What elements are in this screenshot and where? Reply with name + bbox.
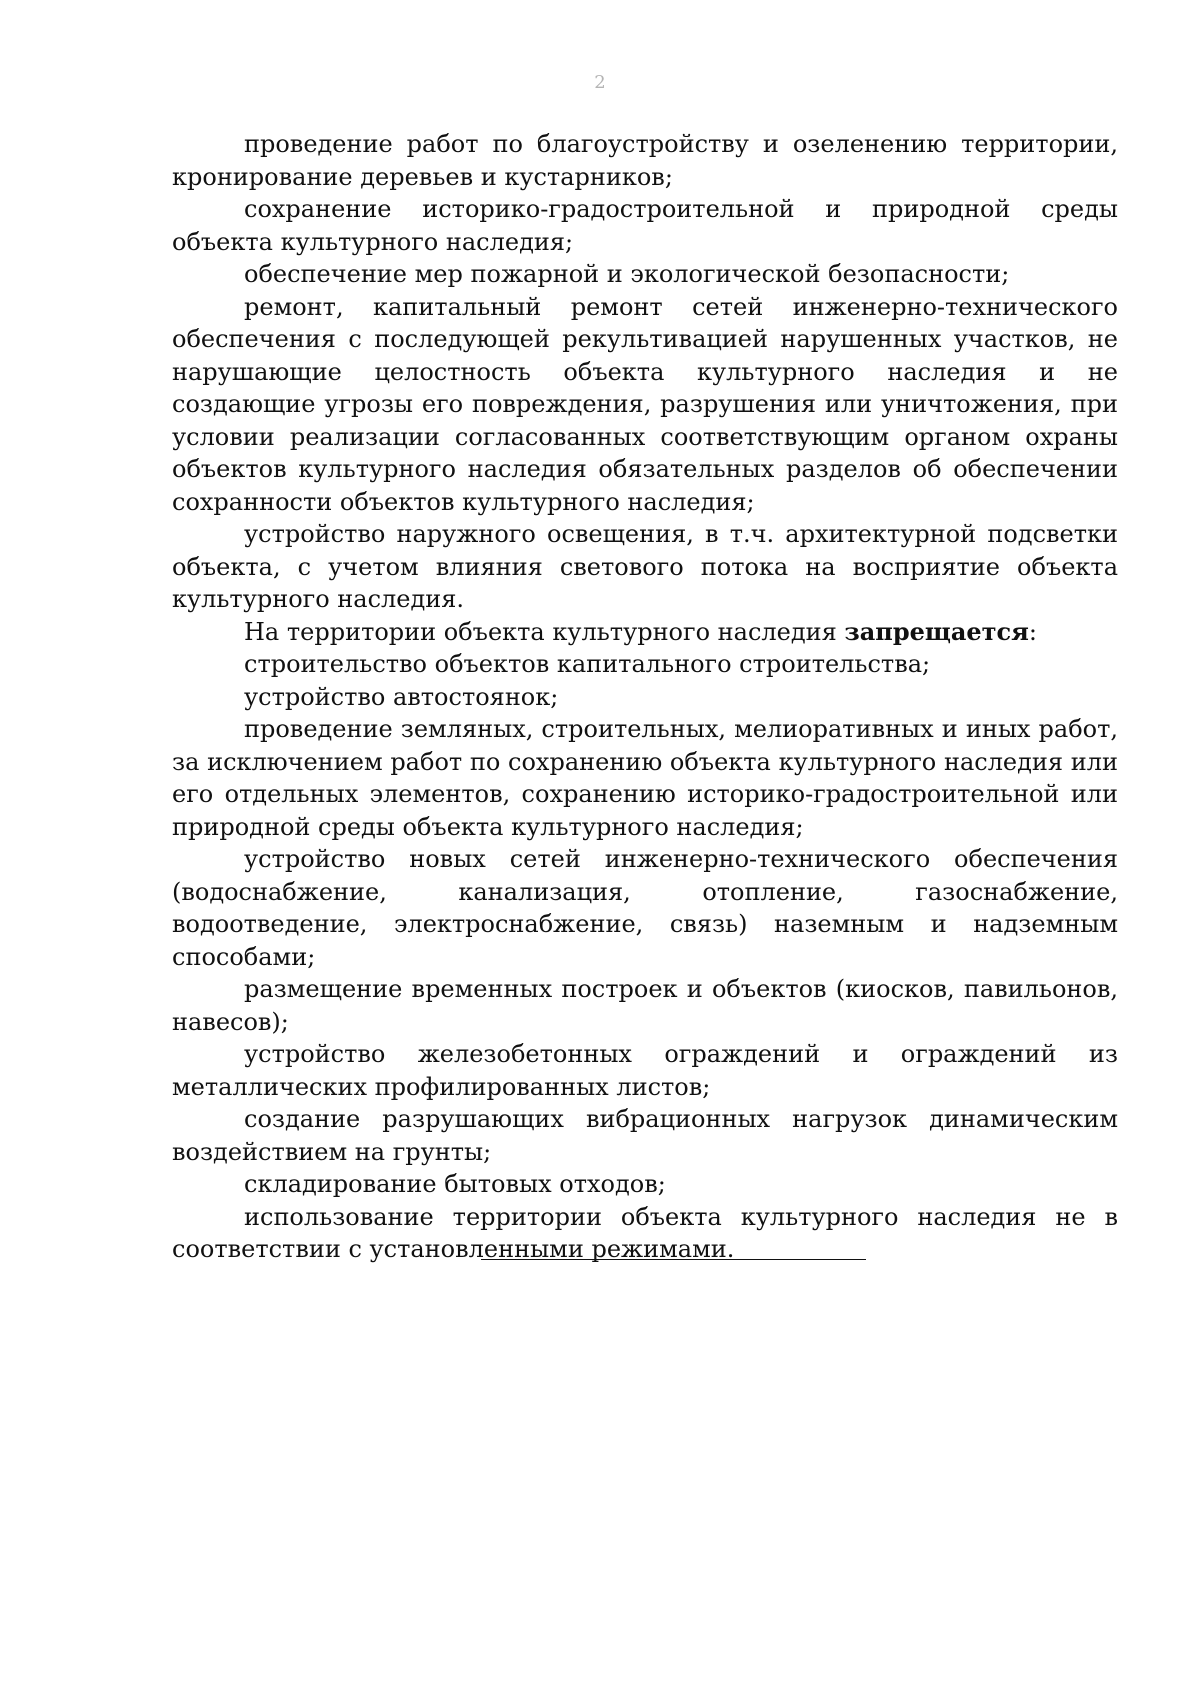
paragraph-network-repair: ремонт, капитальный ремонт сетей инженерно-технического обеспечения с последующей рекультивацией нарушенных участков, не нарушающие целостность объекта культурного наследия и не создающие угрозы его повреждения, разрушения или уничтожения, при условии реализации согласованных соответствующим органом охраны объектов культурного наследия обязательных разделов об обеспечении сохранности объектов культурного наследия; bbox=[172, 292, 1118, 516]
prohibited-item-improper-use: использование территории объекта культурного наследия не в соответствии с установленными режимами. bbox=[172, 1202, 1118, 1263]
prohibition-heading bbox=[172, 616, 1118, 649]
prohibition-intro: На территории объекта культурного наследия bbox=[244, 617, 845, 646]
prohibited-item-waste-storage: складирование бытовых отходов; bbox=[244, 1170, 666, 1198]
prohibited-item-vibration-loads: создание разрушающих вибрационных нагрузок динамическим воздействием на грунты; bbox=[172, 1105, 1118, 1166]
paragraph-landscaping: проведение работ по благоустройству и озеленению территории, кронирование деревьев и кустарников; bbox=[172, 130, 1118, 191]
prohibition-colon: : bbox=[1028, 617, 1037, 646]
document-body bbox=[172, 128, 1118, 1266]
prohibited-item-new-networks: устройство новых сетей инженерно-технического обеспечения (водоснабжение, канализация, отопление, газоснабжение, водоотведение, электроснабжение, связь) наземным и надземным способами; bbox=[172, 845, 1118, 971]
prohibition-keyword: запрещается bbox=[844, 616, 1029, 646]
end-of-document-rule bbox=[481, 1259, 866, 1260]
paragraph-outdoor-lighting: устройство наружного освещения, в т.ч. архитектурной подсветки объекта, с учетом влияния светового потока на восприятие объекта культурного наследия. bbox=[172, 520, 1118, 613]
prohibited-item-parking: устройство автостоянок; bbox=[244, 682, 559, 711]
prohibited-item-temporary-structures: размещение временных построек и объектов (киосков, павильонов, навесов); bbox=[172, 975, 1118, 1036]
prohibited-item-fences: устройство железобетонных ограждений и ограждений из металлических профилированных листов; bbox=[172, 1040, 1118, 1101]
paragraph-environment-preservation: сохранение историко-градостроительной и природной среды объекта культурного наследия; bbox=[172, 195, 1118, 256]
prohibited-item-construction: строительство объектов капитального строительства; bbox=[244, 650, 931, 678]
paragraph-fire-safety: обеспечение мер пожарной и экологической безопасности; bbox=[244, 260, 1010, 288]
prohibited-item-earthworks: проведение земляных, строительных, мелиоративных и иных работ, за исключением работ по сохранению объекта культурного наследия или его отдельных элементов, сохранению историко-градостроительной или природной среды объекта культурного наследия; bbox=[172, 715, 1118, 841]
page-number: 2 bbox=[594, 72, 606, 93]
